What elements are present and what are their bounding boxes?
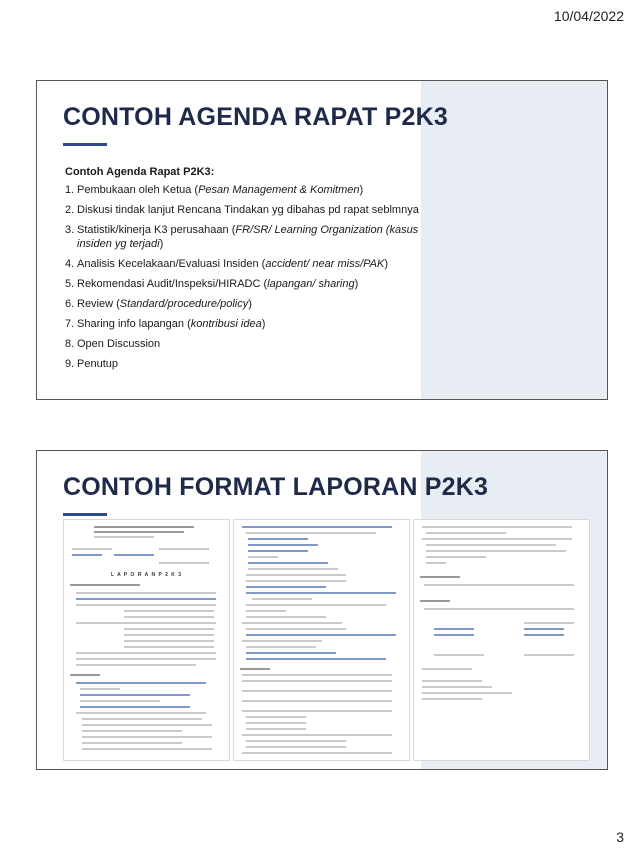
page-number: 3 bbox=[616, 829, 624, 845]
title-underline bbox=[63, 513, 107, 516]
report-heading: L A P O R A N P 2 K 3 bbox=[110, 572, 183, 578]
report-page-3 bbox=[413, 519, 590, 761]
slide-report-format bbox=[36, 450, 608, 770]
agenda-item: 9. Penutup bbox=[65, 358, 118, 370]
agenda-subtitle: Contoh Agenda Rapat P2K3: bbox=[65, 166, 215, 178]
agenda-item: 4. Analisis Kecelakaan/Evaluasi Insiden (accident/ near miss/PAK) bbox=[65, 258, 389, 270]
agenda-item: 5. Rekomendasi Audit/Inspeksi/HIRADC (lapangan/ sharing) bbox=[65, 278, 359, 290]
agenda-content bbox=[65, 165, 435, 377]
report-document-thumbnails bbox=[63, 519, 593, 759]
agenda-item: 3. Statistik/kinerja K3 perusahaan (FR/SR/ Learning Organization (kasus insiden yg terjadi) bbox=[65, 224, 419, 250]
agenda-item: 7. Sharing info lapangan (kontribusi idea) bbox=[65, 318, 266, 330]
agenda-list bbox=[65, 183, 435, 371]
slide-title: CONTOH FORMAT LAPORAN P2K3 bbox=[63, 473, 489, 501]
slide-title: CONTOH AGENDA RAPAT P2K3 bbox=[63, 103, 448, 131]
agenda-item: 2. Diskusi tindak lanjut Rencana Tindakan yg dibahas pd rapat seblmnya bbox=[65, 204, 419, 216]
date-label: 10/04/2022 bbox=[553, 8, 624, 24]
slide-background-panel bbox=[421, 81, 607, 399]
report-page-2 bbox=[233, 519, 410, 761]
agenda-item: 8. Open Discussion bbox=[65, 338, 161, 350]
agenda-item: 1. Pembukaan oleh Ketua (Pesan Management & Komitmen) bbox=[65, 184, 364, 196]
title-underline bbox=[63, 143, 107, 146]
report-page-1 bbox=[63, 519, 230, 761]
slide-agenda bbox=[36, 80, 608, 400]
agenda-item: 6. Review (Standard/procedure/policy) bbox=[65, 298, 252, 310]
